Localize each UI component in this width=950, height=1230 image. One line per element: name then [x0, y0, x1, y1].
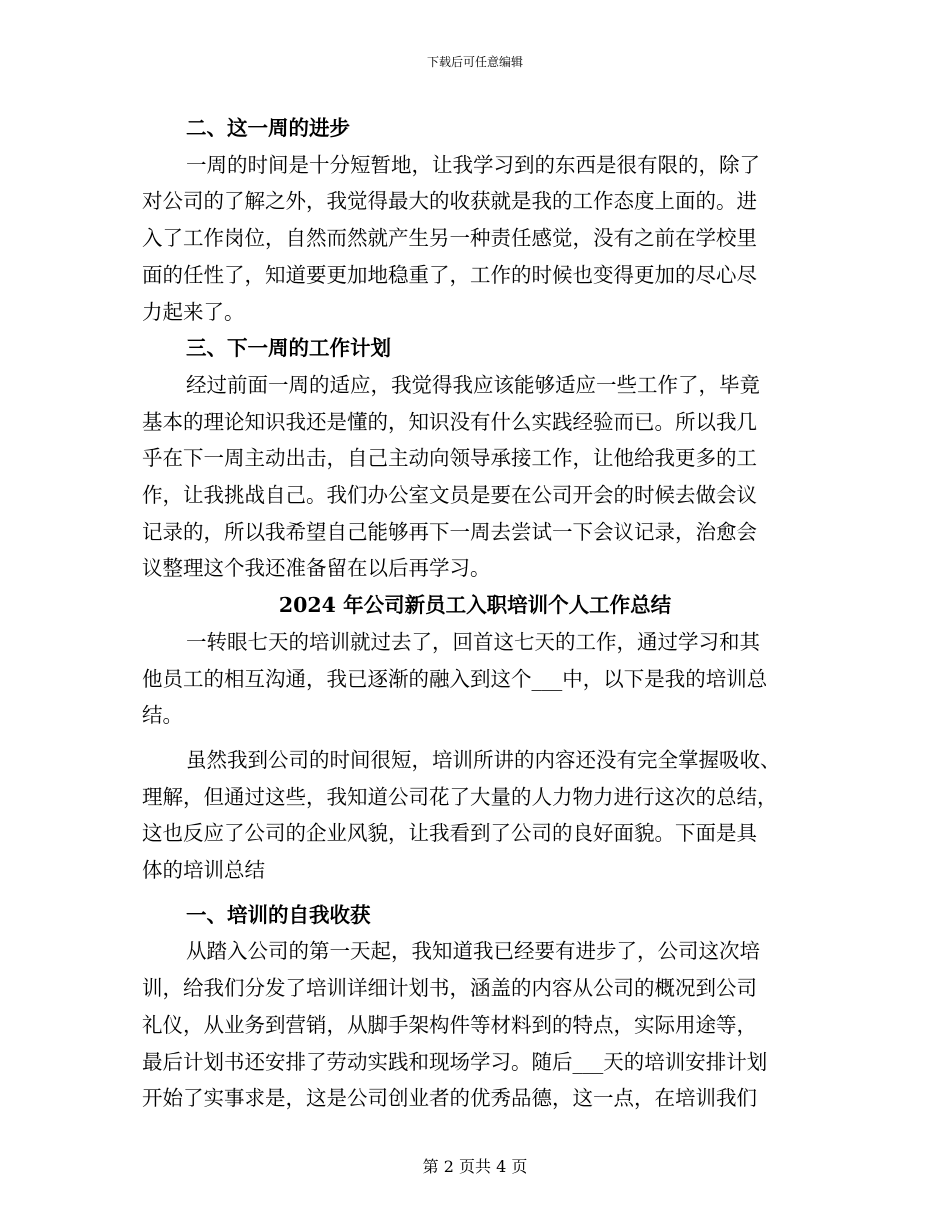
document-body: [142, 110, 808, 1117]
section-heading-gain: 一、培训的自我收获: [186, 902, 371, 927]
text-line: 他员工的相互沟通，我已逐渐的融入到这个___中，以下是我的培训总: [142, 666, 768, 691]
section-heading-progress: 二、这一周的进步: [186, 116, 350, 140]
paragraph-intro-2: [142, 742, 808, 889]
document-title: 2024 年公司新员工入职培训个人工作总结: [278, 593, 672, 618]
paragraph-spacer: [142, 889, 808, 897]
text-line: 作，让我挑战自己。我们办公室文员是要在公司开会的时候去做会议: [142, 483, 757, 508]
text-line: 最后计划书还安排了劳动实践和现场学习。随后___天的培训安排计划: [142, 1049, 768, 1074]
text-line: 理解，但通过这些，我知道公司花了大量的人力物力进行这次的总结，: [142, 784, 778, 809]
page-header: 下载后可任意编辑: [426, 55, 523, 69]
text-line: 训，给我们分发了培训详细计划书，涵盖的内容从公司的概况到公司: [142, 976, 757, 1001]
paragraph-plan: [142, 367, 808, 587]
text-line: 对公司的了解之外，我觉得最大的收获就是我的工作态度上面的。进: [142, 189, 757, 214]
text-line: 议整理这个我还准备留在以后再学习。: [142, 556, 491, 581]
text-line: 开始了实事求是，这是公司创业者的优秀品德，这一点，在培训我们: [142, 1086, 757, 1111]
text-line: 体的培训总结: [142, 858, 265, 883]
section-heading-plan: 三、下一周的工作计划: [186, 336, 391, 361]
text-line: 一转眼七天的培训就过去了，回首这七天的工作，通过学习和其: [186, 629, 760, 654]
text-line: 这也反应了公司的企业风貌，让我看到了公司的良好面貌。下面是具: [142, 821, 757, 846]
text-line: 力起来了。: [142, 299, 245, 324]
text-line: 乎在下一周主动出击，自己主动向领导承接工作，让他给我更多的工: [142, 446, 757, 471]
text-line: 一周的时间是十分短暂地，让我学习到的东西是很有限的，除了: [186, 152, 760, 177]
text-line: 入了工作岗位，自然而然就产生另一种责任感觉，没有之前在学校里: [142, 226, 757, 251]
text-line: 面的任性了，知道要更加地稳重了，工作的时候也变得更加的尽心尽: [142, 262, 757, 287]
text-line: 经过前面一周的适应，我觉得我应该能够适应一些工作了，毕竟: [186, 372, 760, 397]
paragraph-intro-1: [142, 624, 808, 734]
text-line: 结。: [142, 703, 183, 728]
paragraph-progress: [142, 147, 808, 331]
text-line: 从踏入公司的第一天起，我知道我已经要有进步了，公司这次培: [186, 939, 760, 964]
text-line: 记录的，所以我希望自己能够再下一周去尝试一下会议记录，治愈会: [142, 519, 757, 544]
text-line: 礼仪，从业务到营销，从脚手架构件等材料到的特点，实际用途等，: [142, 1012, 757, 1037]
text-line: 基本的理论知识我还是懂的，知识没有什么实践经验而已。所以我几: [142, 409, 757, 434]
page-footer: 第 2 页共 4 页: [422, 1157, 528, 1176]
paragraph-spacer: [142, 734, 808, 742]
text-line: 虽然我到公司的时间很短，培训所讲的内容还没有完全掌握吸收、: [186, 747, 781, 772]
paragraph-gain: [142, 933, 808, 1117]
